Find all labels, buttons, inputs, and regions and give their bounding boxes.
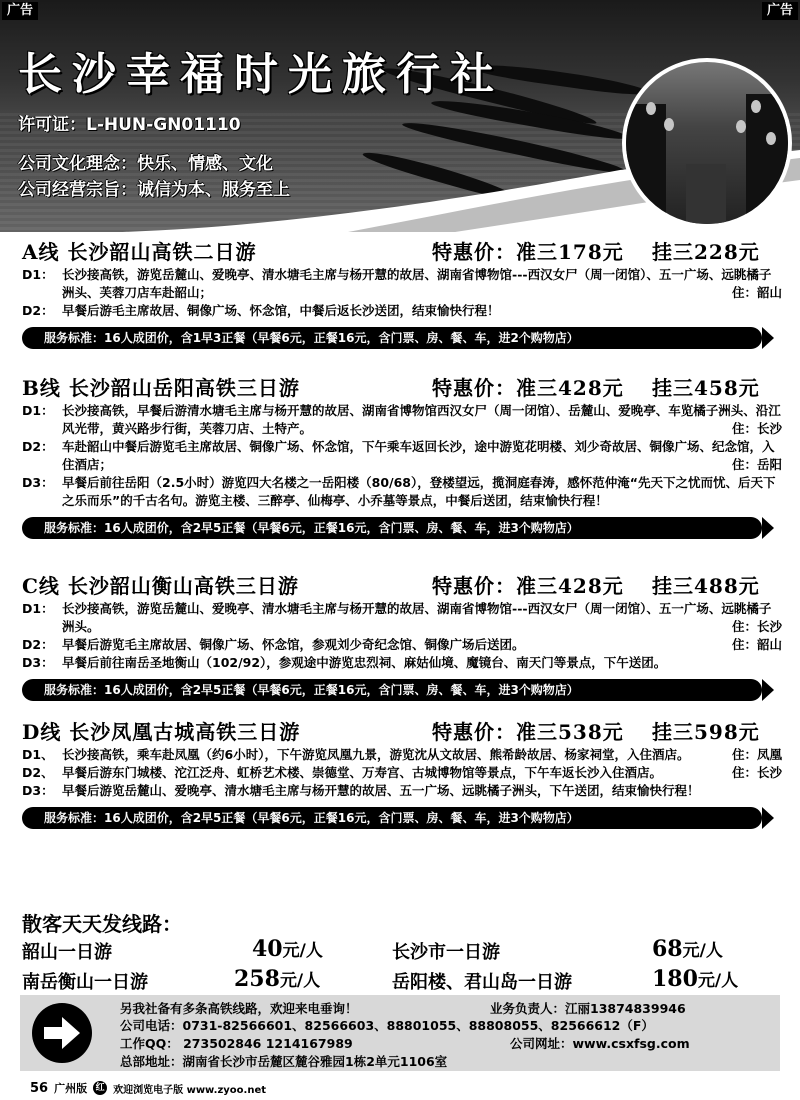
route-header bbox=[22, 570, 782, 600]
route-title: C线 长沙韶山衡山高铁三日游 bbox=[22, 574, 299, 598]
itinerary-day bbox=[22, 438, 782, 474]
daily-tour-price: 40元/人 bbox=[252, 936, 323, 962]
work-qq: 工作QQ： 273502846 1214167989 bbox=[120, 1036, 353, 1051]
route-c bbox=[22, 570, 782, 701]
agency-title: 长沙幸福时光旅行社 bbox=[18, 49, 504, 100]
contact-note: 另我社备有多条高铁线路，欢迎来电垂询！ bbox=[120, 1001, 358, 1016]
day-label: D2： bbox=[22, 637, 54, 652]
daily-row bbox=[22, 936, 782, 966]
day-text: 车赴韶山中餐后游览毛主席故居、铜像广场、怀念馆，下午乘车返回长沙，途中游览花明楼、刘少奇故居、铜像广场、纪念馆，入住酒店； bbox=[62, 439, 775, 472]
itinerary-day bbox=[22, 302, 782, 320]
route-title: A线 长沙韶山高铁二日游 bbox=[22, 240, 257, 264]
day-text: 早餐后游览岳麓山、爱晚亭、清水塘毛主席与杨开慧的故居、五一广场、远眺橘子洲头，下午送团，结束愉快行程！ bbox=[62, 783, 700, 798]
route-price: 特惠价：准三538元 bbox=[432, 720, 624, 744]
page-number: 56 bbox=[30, 1080, 49, 1096]
day-stay: 住：韶山 bbox=[731, 637, 782, 652]
day-text: 长沙接高铁，游览岳麓山、爱晚亭、清水塘毛主席与杨开慧的故居、湖南省博物馆---西汉女尸（周一闭馆）、五一广场、远眺橘子洲头、芙蓉刀店车赴韶山； bbox=[62, 267, 772, 300]
itinerary-day bbox=[22, 654, 782, 672]
day-text: 早餐后前往岳阳（2.5小时）游览四大名楼之一岳阳楼（80/68），登楼望远，揽洞庭春涛，感怀范仲淹“先天下之忧而忧、后天下之乐而乐”的千古名句。游览主楼、三醉亭、仙梅亭、小乔墓等景点，中餐后送团，结束愉快行程！ bbox=[62, 475, 776, 508]
service-standard-bar: 服务标准：16人成团价，含1早3正餐（早餐6元，正餐16元，含门票、房、餐、车，进2个购物店） bbox=[22, 327, 762, 349]
day-label: D1、 bbox=[22, 747, 54, 762]
itinerary-day bbox=[22, 782, 782, 800]
itinerary-day bbox=[22, 600, 782, 636]
service-standard-bar: 服务标准：16人成团价，含2早5正餐（早餐6元，正餐16元，含门票、房、餐、车，进3个购物店） bbox=[22, 807, 762, 829]
contact-box bbox=[20, 995, 780, 1071]
service-standard-bar: 服务标准：16人成团价，含2早5正餐（早餐6元，正餐16元，含门票、房、餐、车，进3个购物店） bbox=[22, 679, 762, 701]
service-standard-bar: 服务标准：16人成团价，含2早5正餐（早餐6元，正餐16元，含门票、房、餐、车，进3个购物店） bbox=[22, 517, 762, 539]
publisher-slogan: 欢迎浏览电子版 www.zyoo.net bbox=[113, 1084, 267, 1096]
company-phone: 公司电话：0731-82566601、82566603、88801055、88808055、82566612（F） bbox=[120, 1018, 654, 1033]
route-d bbox=[22, 716, 782, 829]
day-stay: 住：长沙 bbox=[731, 619, 782, 634]
company-culture: 公司文化理念：快乐、情感、文化 bbox=[18, 154, 273, 174]
day-text: 长沙接高铁，游览岳麓山、爱晚亭、清水塘毛主席与杨开慧的故居、湖南省博物馆---西汉女尸（周一闭馆）、五一广场、远眺橘子洲头。 bbox=[62, 601, 772, 634]
daily-row bbox=[22, 966, 782, 996]
itinerary-day bbox=[22, 764, 782, 782]
license-number: 许可证：L-HUN-GN01110 bbox=[18, 115, 241, 135]
publisher-badge-icon: 红 bbox=[93, 1081, 107, 1095]
itinerary-day bbox=[22, 636, 782, 654]
route-title: B线 长沙韶山岳阳高铁三日游 bbox=[22, 376, 300, 400]
itinerary-day bbox=[22, 266, 782, 302]
daily-tours-title: 散客天天发线路： bbox=[22, 912, 182, 936]
edition-label: 广州版 bbox=[54, 1082, 88, 1095]
itinerary-day bbox=[22, 474, 782, 510]
day-label: D3： bbox=[22, 783, 54, 798]
route-price-alt: 挂三488元 bbox=[652, 574, 760, 598]
route-price: 特惠价：准三178元 bbox=[432, 240, 624, 264]
route-title: D线 长沙凤凰古城高铁三日游 bbox=[22, 720, 301, 744]
day-stay: 住：长沙 bbox=[731, 421, 782, 436]
itinerary-day bbox=[22, 746, 782, 764]
company-purpose: 公司经营宗旨：诚信为本、服务至上 bbox=[18, 180, 290, 200]
daily-tour-price: 180元/人 bbox=[652, 966, 739, 992]
route-header bbox=[22, 236, 782, 266]
route-price-alt: 挂三228元 bbox=[652, 240, 760, 264]
head-office-address: 总部地址：湖南省长沙市岳麓区麓谷雅园1栋2单元1106室 bbox=[120, 1054, 448, 1069]
street-photo-circle bbox=[622, 58, 792, 228]
daily-tour-name: 韶山一日游 bbox=[22, 942, 112, 963]
daily-tour-price: 258元/人 bbox=[234, 966, 321, 992]
day-label: D2： bbox=[22, 303, 54, 318]
day-stay: 住：凤凰 bbox=[731, 747, 782, 762]
daily-tour-name: 南岳衡山一日游 bbox=[22, 972, 148, 993]
route-header bbox=[22, 716, 782, 746]
day-label: D1： bbox=[22, 267, 54, 282]
route-header bbox=[22, 372, 782, 402]
day-stay: 住：岳阳 bbox=[731, 457, 782, 472]
page-footer bbox=[30, 1080, 266, 1096]
daily-tour-name: 岳阳楼、君山岛一日游 bbox=[392, 972, 572, 993]
day-text: 早餐后前往南岳圣地衡山（102/92），参观途中游览忠烈祠、麻姑仙境、魔镜台、南天门等景点，下午送团。 bbox=[62, 655, 667, 670]
hero-banner bbox=[0, 0, 800, 232]
day-text: 早餐后游东门城楼、沱江泛舟、虹桥艺术楼、崇德堂、万寿宫、古城博物馆等景点，下午车返长沙入住酒店。 bbox=[62, 765, 663, 780]
ad-tag-right: 广告 bbox=[762, 2, 798, 20]
day-text: 早餐后游毛主席故居、铜像广场、怀念馆，中餐后返长沙送团，结束愉快行程！ bbox=[62, 303, 500, 318]
itinerary-day bbox=[22, 402, 782, 438]
day-stay: 住：长沙 bbox=[731, 765, 782, 780]
daily-tours bbox=[22, 908, 782, 996]
route-a bbox=[22, 236, 782, 349]
ad-tag-left: 广告 bbox=[2, 2, 38, 20]
arrow-right-icon bbox=[32, 1003, 92, 1063]
day-label: D2、 bbox=[22, 765, 54, 780]
day-text: 长沙接高铁，乘车赴凤凰（约6小时），下午游览凤凰九景，游览沈从文故居、熊希龄故居、杨家祠堂，入住酒店。 bbox=[62, 747, 690, 762]
day-label: D3： bbox=[22, 655, 54, 670]
day-label: D2： bbox=[22, 439, 54, 454]
day-label: D3： bbox=[22, 475, 54, 490]
route-price-alt: 挂三598元 bbox=[652, 720, 760, 744]
daily-tour-price: 68元/人 bbox=[652, 936, 723, 962]
day-stay: 住：韶山 bbox=[731, 285, 782, 300]
day-label: D1： bbox=[22, 403, 54, 418]
route-price: 特惠价：准三428元 bbox=[432, 376, 624, 400]
business-manager: 业务负责人：江丽13874839946 bbox=[490, 1001, 686, 1016]
day-text: 早餐后游览毛主席故居、铜像广场、怀念馆，参观刘少奇纪念馆、铜像广场后送团。 bbox=[62, 637, 525, 652]
route-price-alt: 挂三458元 bbox=[652, 376, 760, 400]
daily-tour-name: 长沙市一日游 bbox=[392, 942, 500, 963]
company-website: 公司网址：www.csxfsg.com bbox=[510, 1036, 690, 1051]
route-price: 特惠价：准三428元 bbox=[432, 574, 624, 598]
route-b bbox=[22, 372, 782, 539]
day-label: D1： bbox=[22, 601, 54, 616]
day-text: 长沙接高铁，早餐后游清水塘毛主席与杨开慧的故居、湖南省博物馆西汉女尸（周一闭馆）、岳麓山、爱晚亭、车览橘子洲头、沿江风光带，黄兴路步行街，芙蓉刀店、土特产。 bbox=[62, 403, 781, 436]
